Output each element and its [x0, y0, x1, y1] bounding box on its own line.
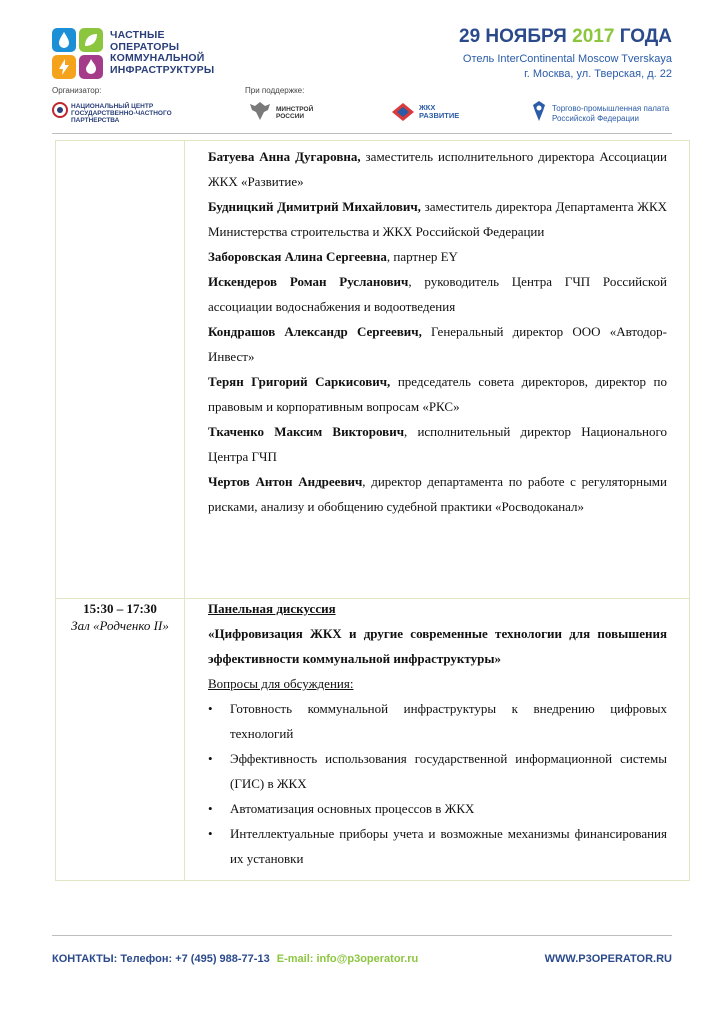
ministry-name-line: МИНСТРОЙ: [276, 106, 314, 113]
zhkh-razvitie-logo-icon: [390, 100, 416, 122]
contacts-label: КОНТАКТЫ:: [52, 953, 118, 965]
questions-list: [208, 696, 667, 871]
bullet-icon: •: [208, 701, 213, 716]
question-text: Эффективность использования государственной информационной системы (ГИС) в ЖКХ: [230, 751, 667, 791]
tpp-name-line: Российской Федерации: [552, 113, 639, 123]
question-text: Интеллектуальные приборы учета и возможные механизмы финансирования их установки: [230, 826, 667, 866]
brand-logo: [52, 28, 104, 80]
event-date-year: 2017: [572, 26, 615, 47]
table-column-divider: [184, 140, 185, 881]
organizer-name-line: НАЦИОНАЛЬНЫЙ ЦЕНТР: [71, 103, 154, 110]
speaker-role: заместитель исполнительного директора Ассоциации ЖКХ «Развитие»: [208, 149, 667, 189]
speaker-entry: [208, 319, 667, 369]
lightning-icon: [52, 55, 76, 79]
water-drop-icon: [52, 28, 76, 52]
session-time: 15:30 – 17:30: [83, 601, 157, 616]
question-item: [208, 796, 667, 821]
question-item: [208, 746, 667, 796]
speakers-list: [208, 144, 667, 519]
speaker-name: Батуева Анна Дугаровна,: [208, 149, 361, 164]
session-hall: Зал «Родченко II»: [71, 618, 169, 633]
brand-line: ИНФРАСТРУКТУРЫ: [110, 63, 215, 76]
speaker-name: Терян Григорий Саркисович,: [208, 374, 391, 389]
speaker-name: Заборовская Алина Сергеевна: [208, 249, 387, 264]
venue-name: Отель InterContinental Moscow Tverskaya: [462, 53, 672, 65]
question-text: Автоматизация основных процессов в ЖКХ: [230, 801, 475, 816]
event-date: [459, 26, 672, 48]
contact-email[interactable]: E-mail: info@p3operator.ru: [276, 953, 419, 965]
footer-contacts: [52, 953, 418, 965]
speaker-entry: [208, 419, 667, 469]
session-format: Панельная дискуссия: [208, 601, 336, 616]
tpp-emblem-icon: [530, 100, 548, 122]
zhkh-name-line: ЖКХ: [419, 103, 436, 112]
speaker-role: председатель совета директоров, директор по правовым и корпоративным вопросам «РКС»: [208, 374, 667, 414]
tpp-name-line: Торгово-промышленная палата: [552, 104, 670, 113]
question-item: [208, 696, 667, 746]
organizer-name-line: ПАРТНЕРСТВА: [71, 117, 120, 124]
brand-line: ОПЕРАТОРЫ: [110, 40, 180, 53]
organizer-logo-icon: [52, 102, 68, 118]
question-text: Готовность коммунальной инфраструктуры к внедрению цифровых технологий: [230, 701, 667, 741]
header-divider: [52, 133, 672, 134]
venue-address: г. Москва, ул. Тверская, д. 22: [524, 68, 672, 80]
questions-label: Вопросы для обсуждения:: [208, 676, 354, 691]
support-label: При поддержке:: [245, 86, 305, 95]
speaker-entry: [208, 144, 667, 194]
organizer-name-line: ГОСУДАРСТВЕННО-ЧАСТНОГО: [71, 110, 172, 117]
bullet-icon: •: [208, 751, 213, 766]
leaf-icon: [79, 28, 103, 52]
zhkh-razvitie-name: [419, 104, 459, 120]
speaker-entry: [208, 194, 667, 244]
speaker-name: Чертов Антон Андреевич: [208, 474, 363, 489]
bullet-icon: •: [208, 826, 213, 841]
speaker-role: , партнер EY: [386, 249, 458, 264]
speaker-role: , исполнительный директор Национального Центра ГЧП: [208, 424, 667, 464]
event-date-suffix: ГОДА: [619, 26, 672, 47]
speaker-name: Искендеров Роман Русланович: [208, 274, 409, 289]
zhkh-name-line: РАЗВИТИЕ: [419, 111, 460, 120]
footer-divider: [52, 935, 672, 936]
contact-phone: Телефон: +7 (495) 988-77-13: [120, 953, 270, 965]
speaker-role: Генеральный директор ООО «Автодор-Инвест»: [208, 324, 667, 364]
organizer-label: Организатор:: [52, 86, 102, 95]
session-time-cell: [62, 600, 178, 634]
ministry-name-line: РОССИИ: [276, 113, 305, 120]
speaker-entry: [208, 269, 667, 319]
speaker-entry: [208, 469, 667, 519]
event-date-day: 29 НОЯБРЯ: [459, 26, 567, 47]
organizer-name: [71, 103, 172, 124]
speaker-role: заместитель директора Департамента ЖКХ Министерства строительства и ЖКХ Российской Федерации: [208, 199, 667, 239]
brand-line: ЧАСТНЫЕ: [110, 29, 165, 41]
flame-icon: [79, 55, 103, 79]
speaker-name: Кондрашов Александр Сергеевич,: [208, 324, 422, 339]
bullet-icon: •: [208, 801, 213, 816]
brand-line: КОММУНАЛЬНОЙ: [110, 52, 205, 64]
session-details: [208, 596, 667, 871]
ministry-emblem-icon: [247, 100, 273, 122]
speaker-name: Ткаченко Максим Викторович: [208, 424, 405, 439]
speaker-role: , руководитель Центра ГЧП Российской ассоциации водоснабжения и водоотведения: [208, 274, 667, 314]
speaker-role: , директор департамента по работе с регуляторными рисками, анализу и обобщению судебной практики «Росводоканал»: [208, 474, 667, 514]
website-link[interactable]: WWW.P3OPERATOR.RU: [544, 953, 672, 965]
speaker-entry: [208, 369, 667, 419]
speaker-entry: [208, 244, 667, 269]
tpp-name: [552, 104, 669, 123]
brand-name: [110, 30, 214, 76]
question-item: [208, 821, 667, 871]
speaker-name: Будницкий Димитрий Михайлович,: [208, 199, 421, 214]
ministry-name: [276, 106, 313, 120]
session-title: «Цифровизация ЖКХ и другие современные технологии для повышения эффективности коммунальной инфраструктуры»: [208, 626, 667, 666]
